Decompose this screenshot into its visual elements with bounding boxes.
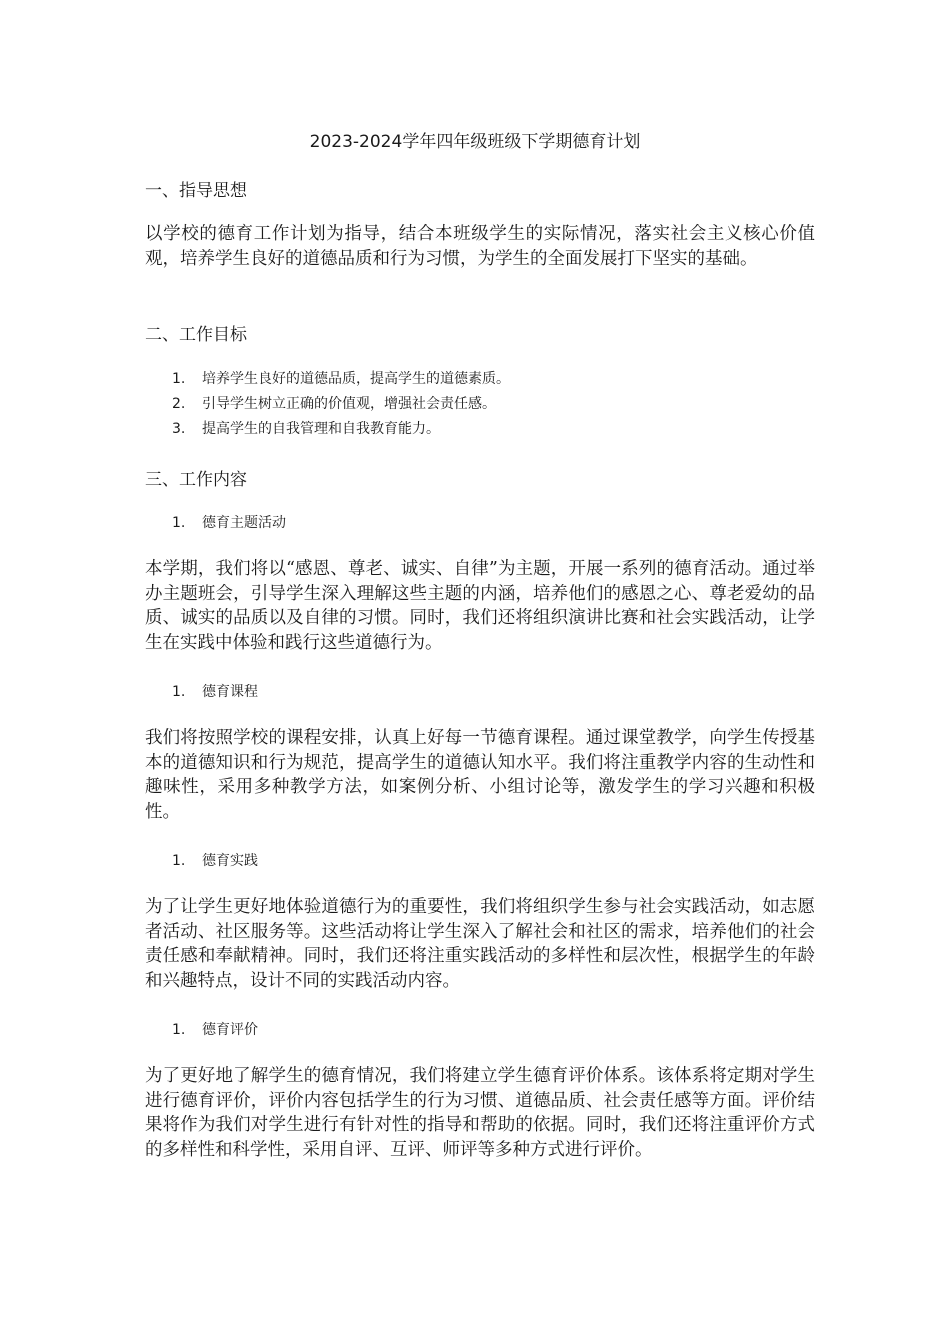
section-heading-guiding-thought: 一、指导思想 — [145, 181, 247, 201]
subheading-label: 德育课程 — [202, 684, 258, 700]
content-subheading — [172, 512, 286, 532]
list-number: 1. — [172, 684, 186, 700]
content-subheading — [172, 1019, 258, 1039]
document-title: 2023-2024学年四年级班级下学期德育计划 — [309, 132, 641, 152]
list-number: 1. — [172, 371, 186, 387]
list-number: 2. — [172, 396, 186, 412]
paragraph-moral-courses: 我们将按照学校的课程安排，认真上好每一节德育课程。通过课堂教学，向学生传授基本的道德知识和行为规范，提高学生的道德认知水平。我们将注重教学内容的生动性和趣味性，采用多种教学方法，如案例分析、小组讨论等，激发学生的学习兴趣和积极性。 — [145, 728, 815, 822]
paragraph-guiding-thought: 以学校的德育工作计划为指导，结合本班级学生的实际情况，落实社会主义核心价值观，培养学生良好的道德品质和行为习惯，为学生的全面发展打下坚实的基础。 — [145, 224, 815, 269]
section-heading-content: 三、工作内容 — [145, 470, 247, 490]
paragraph-moral-evaluation: 为了更好地了解学生的德育情况，我们将建立学生德育评价体系。该体系将定期对学生进行德育评价，评价内容包括学生的行为习惯、道德品质、社会责任感等方面。评价结果将作为我们对学生进行有针对性的指导和帮助的依据。同时，我们还将注重评价方式的多样性和科学性，采用自评、互评、师评等多种方式进行评价。 — [145, 1066, 815, 1160]
list-number: 3. — [172, 421, 186, 437]
paragraph-moral-practice: 为了让学生更好地体验道德行为的重要性，我们将组织学生参与社会实践活动，如志愿者活动、社区服务等。这些活动将让学生深入了解社会和社区的需求，培养他们的社会责任感和奉献精神。同时，我们还将注重实践活动的多样性和层次性，根据学生的年龄和兴趣特点，设计不同的实践活动内容。 — [145, 897, 815, 991]
list-item-text: 引导学生树立正确的价值观，增强社会责任感。 — [202, 396, 496, 412]
goal-list-item — [172, 368, 510, 388]
goal-list-item — [172, 393, 496, 413]
list-number: 1. — [172, 1022, 186, 1038]
list-item-text: 培养学生良好的道德品质，提高学生的道德素质。 — [202, 371, 510, 387]
list-number: 1. — [172, 515, 186, 531]
list-number: 1. — [172, 853, 186, 869]
paragraph-theme-activities: 本学期，我们将以“感恩、尊老、诚实、自律”为主题，开展一系列的德育活动。通过举办主题班会，引导学生深入理解这些主题的内涵，培养他们的感恩之心、尊老爱幼的品质、诚实的品质以及自律的习惯。同时，我们还将组织演讲比赛和社会实践活动，让学生在实践中体验和践行这些道德行为。 — [145, 559, 815, 653]
content-subheading — [172, 681, 258, 701]
section-heading-goals: 二、工作目标 — [145, 325, 247, 345]
subheading-label: 德育主题活动 — [202, 515, 286, 531]
goal-list-item — [172, 418, 440, 438]
list-item-text: 提高学生的自我管理和自我教育能力。 — [202, 421, 440, 437]
content-subheading — [172, 850, 258, 870]
subheading-label: 德育实践 — [202, 853, 258, 869]
subheading-label: 德育评价 — [202, 1022, 258, 1038]
